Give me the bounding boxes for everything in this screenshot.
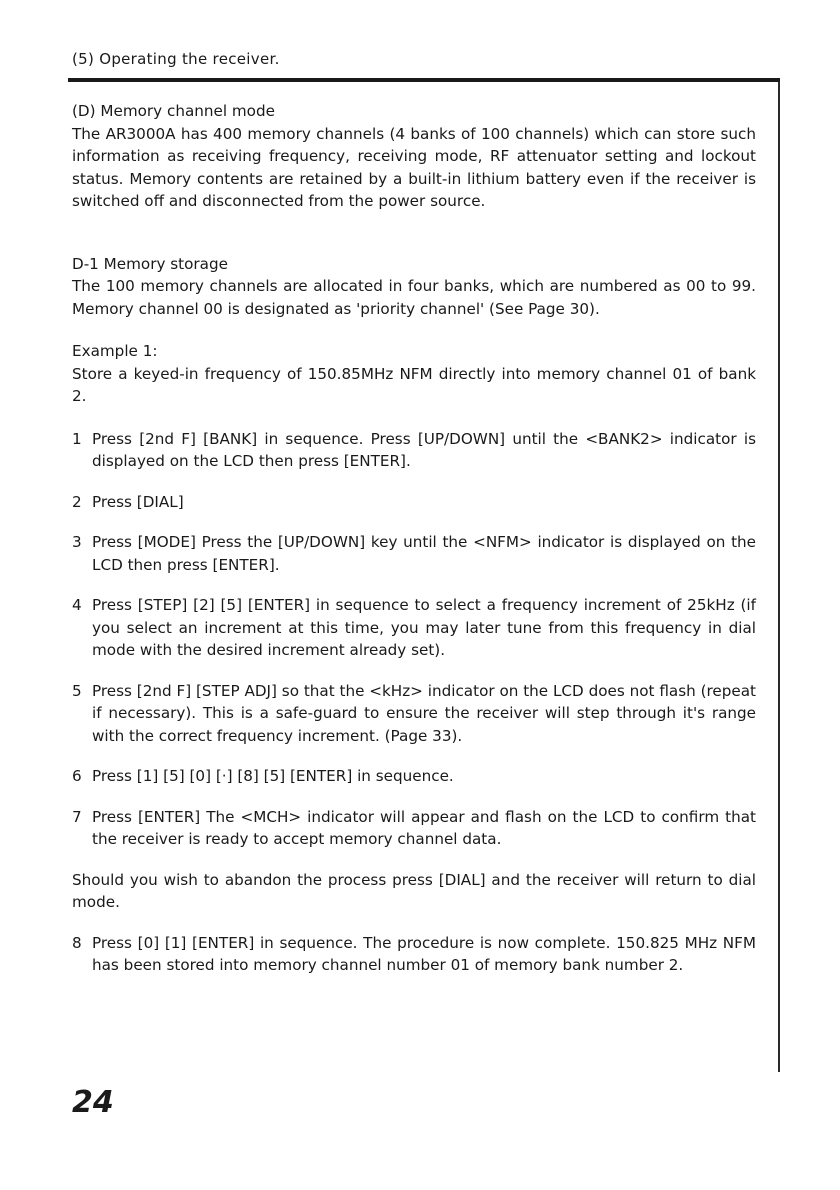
- step-text: Press [2nd F] [STEP ADJ] so that the <kHz> indicator on the LCD does not flash (repeat if necessary). This is a safe-guard to ensure the receiver will step through it's range with the correct frequency increment. (Page 33).: [92, 681, 756, 745]
- section-d-body: The AR3000A has 400 memory channels (4 banks of 100 channels) which can store such information as receiving frequency, receiving mode, RF attenuator setting and lockout status. Memory contents are retained by a built-in lithium battery even if the receiver is switched off and disconnected from the power source.: [72, 124, 756, 210]
- step-item: [72, 428, 756, 473]
- steps-list: [72, 428, 756, 851]
- page-content: [72, 100, 756, 977]
- step-item: [72, 806, 756, 851]
- step-text: Press [STEP] [2] [5] [ENTER] in sequence to select a frequency increment of 25kHz (if you select an increment at this time, you may later tune from this frequency in dial mode with the desired increment already set).: [92, 596, 756, 659]
- step-item: [72, 680, 756, 748]
- step-item: [72, 765, 756, 788]
- step-item: [72, 531, 756, 576]
- running-header: (5) Operating the receiver.: [72, 50, 280, 68]
- header-rule: [68, 78, 780, 82]
- step-number: 8: [72, 933, 82, 952]
- step-text: Press [DIAL]: [92, 492, 184, 511]
- step-item: [72, 594, 756, 662]
- step-number: 6: [72, 767, 82, 785]
- step-text: Press [2nd F] [BANK] in sequence. Press [UP/DOWN] until the <BANK2> indicator is displayed on the LCD then press [ENTER].: [92, 429, 756, 470]
- step-number: 3: [72, 533, 82, 551]
- section-d1-body: The 100 memory channels are allocated in four banks, which are numbered as 00 to 99. Memory channel 00 is designated as 'priority channel' (See Page 30).: [72, 277, 756, 318]
- step-number: 4: [72, 596, 82, 614]
- example-body: Store a keyed-in frequency of 150.85MHz NFM directly into memory channel 01 of bank 2.: [72, 364, 756, 405]
- step-text: Press [MODE] Press the [UP/DOWN] key until the <NFM> indicator is displayed on the LCD then press [ENTER].: [92, 533, 756, 574]
- step-text: Press [ENTER] The <MCH> indicator will appear and flash on the LCD to confirm that the receiver is ready to accept memory channel data.: [92, 807, 756, 848]
- step-text: Press [0] [1] [ENTER] in sequence. The procedure is now complete. 150.825 MHz NFM has been stored into memory channel number 01 of memory bank number 2.: [92, 933, 756, 974]
- step-text: Press [1] [5] [0] [·] [8] [5] [ENTER] in sequence.: [92, 767, 454, 785]
- section-d1-heading: D-1 Memory storage: [72, 254, 228, 273]
- section-d-heading: (D) Memory channel mode: [72, 102, 275, 120]
- step-number: 7: [72, 807, 82, 826]
- abandon-note: Should you wish to abandon the process press [DIAL] and the receiver will return to dial mode.: [72, 870, 756, 911]
- page-number: 24: [72, 1085, 114, 1120]
- step-number: 5: [72, 681, 82, 700]
- step-number: 2: [72, 492, 82, 511]
- margin-rule: [778, 82, 780, 1072]
- step-item: [72, 491, 756, 514]
- step-number: 1: [72, 429, 82, 448]
- step-item: [72, 932, 756, 977]
- example-heading: Example 1:: [72, 342, 158, 360]
